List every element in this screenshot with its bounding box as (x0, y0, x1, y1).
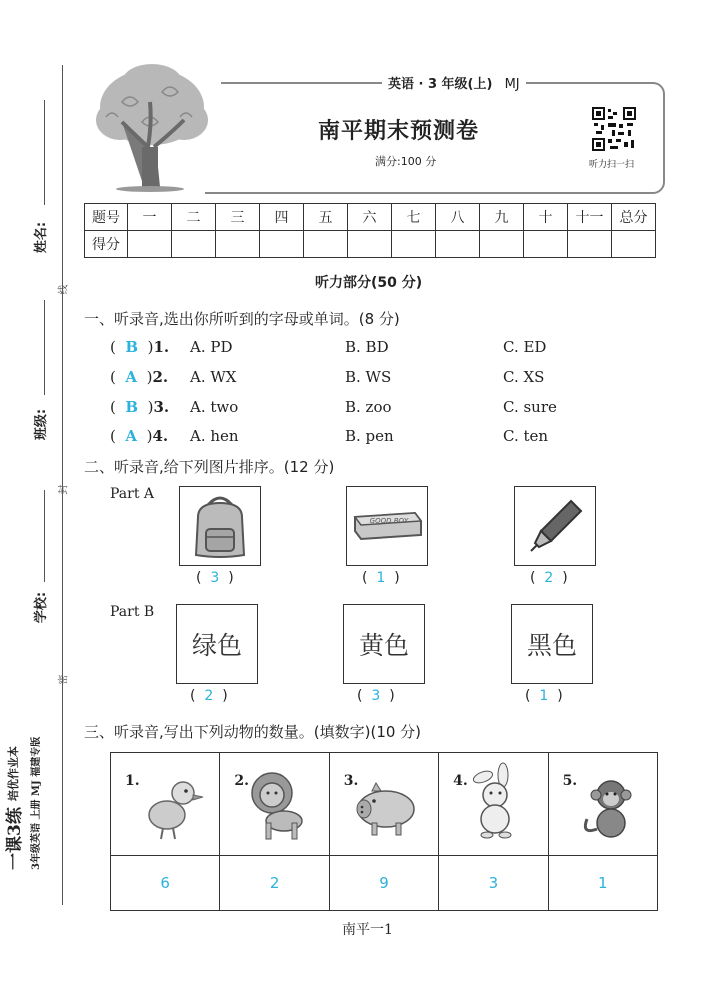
order-answer: 1 (539, 688, 549, 704)
row-label-score: 得分 (85, 231, 128, 258)
animal-cell-monkey (548, 753, 657, 856)
qr-label: 听力扫一扫 (589, 160, 635, 170)
question-row: ( A )4. (110, 427, 169, 445)
animal-answer[interactable]: 3 (439, 856, 548, 911)
word-black: 黑色 (511, 604, 593, 684)
question-row: ( A )2. (110, 368, 169, 386)
option-a: A. PD (190, 338, 233, 356)
score-table (84, 203, 656, 258)
question-row: ( B )3. (110, 398, 170, 416)
order-answer: 1 (376, 570, 386, 586)
animal-answers-row (111, 856, 658, 911)
score-cell[interactable] (524, 231, 568, 258)
answer-1: B (125, 338, 139, 356)
animal-label: 5. (562, 773, 578, 789)
backpack-icon (180, 487, 260, 565)
pen-picture (514, 486, 596, 566)
col-10: 十 (524, 204, 568, 231)
brand-sub: 培优作业本 (6, 746, 20, 802)
col-6: 六 (348, 204, 392, 231)
school-label: 学校: (34, 591, 50, 624)
section1-title: 一、听录音,选出你所听到的字母或单词。(8 分) (84, 310, 400, 328)
score-cell[interactable] (480, 231, 524, 258)
part-a-label: Part A (110, 486, 155, 502)
row-label-question: 题号 (85, 204, 128, 231)
question-number: 1. (153, 338, 170, 356)
word-green: 绿色 (176, 604, 258, 684)
col-5: 五 (304, 204, 348, 231)
animal-label: 1. (125, 773, 140, 789)
animal-cell-lion (220, 753, 329, 856)
lion-icon (224, 753, 324, 853)
answer-2: A (125, 368, 138, 386)
col-total: 总分 (612, 204, 656, 231)
line-char: 线 (58, 284, 70, 295)
name-underline (44, 100, 45, 205)
pen-icon (515, 487, 595, 565)
score-cell[interactable] (392, 231, 436, 258)
score-cell[interactable] (172, 231, 216, 258)
col-4: 四 (260, 204, 304, 231)
qr-code-icon (592, 107, 636, 151)
option-c: C. ED (503, 338, 547, 356)
animal-answer[interactable]: 1 (548, 856, 657, 911)
score-cell[interactable] (568, 231, 612, 258)
monkey-icon (553, 753, 653, 853)
backpack-picture (179, 486, 261, 566)
name-label: 姓名: (34, 221, 50, 254)
col-8: 八 (436, 204, 480, 231)
subject-text: 英语 · 3 年级(上) (388, 77, 493, 92)
part-b-label: Part B (110, 604, 155, 620)
option-b: B. WS (345, 368, 392, 386)
edition-text: MJ (504, 77, 520, 92)
score-table-header-row (85, 204, 656, 231)
brand-block (0, 670, 60, 870)
order-answer: 2 (204, 688, 214, 704)
option-a: A. two (190, 398, 239, 416)
score-cell[interactable] (304, 231, 348, 258)
pencil-box-picture (346, 486, 428, 566)
animal-answer[interactable]: 2 (220, 856, 329, 911)
animal-answer[interactable]: 9 (329, 856, 438, 911)
animal-label: 2. (234, 773, 250, 789)
col-11: 十一 (568, 204, 612, 231)
pencil-box-text: GOOD BOY (369, 517, 409, 525)
order-b2: ( 3 ) (357, 688, 395, 704)
page-footer: 南平一1 (342, 922, 393, 938)
order-answer: 3 (371, 688, 381, 704)
class-underline (44, 300, 45, 395)
tree-illustration (92, 62, 212, 194)
question-row: ( B )1. (110, 338, 170, 356)
order-b1: ( 2 ) (190, 688, 228, 704)
order-a1: ( 3 ) (196, 570, 234, 586)
order-a2: ( 1 ) (362, 570, 400, 586)
option-c: C. sure (503, 398, 557, 416)
order-a3: ( 2 ) (530, 570, 568, 586)
school-underline (44, 490, 45, 582)
score-cell[interactable] (260, 231, 304, 258)
answer-3: B (125, 398, 139, 416)
pig-icon (334, 753, 434, 853)
option-c: C. XS (503, 368, 545, 386)
score-cell[interactable] (436, 231, 480, 258)
order-answer: 2 (544, 570, 554, 586)
header-subject-line (382, 73, 526, 92)
question-number: 3. (153, 398, 170, 416)
page-title: 南平期末预测卷 (318, 118, 480, 144)
pencil-box-icon (347, 487, 427, 565)
question-number: 4. (152, 427, 169, 445)
listening-title: 听力部分(50 分) (315, 275, 423, 291)
animal-cell-duck (111, 753, 220, 856)
order-answer: 3 (210, 570, 220, 586)
animal-label: 4. (453, 773, 468, 789)
header-top-rule (228, 82, 378, 84)
animal-cell-rabbit (439, 753, 548, 856)
option-b: B. BD (345, 338, 389, 356)
animal-cell-pig (329, 753, 438, 856)
section3-title: 三、听录音,写出下列动物的数量。(填数字)(10 分) (84, 723, 422, 741)
option-b: B. pen (345, 427, 394, 445)
rabbit-icon (443, 753, 543, 853)
option-a: A. WX (190, 368, 237, 386)
col-1: 一 (128, 204, 172, 231)
seal-char: 封 (58, 484, 70, 495)
option-b: B. zoo (345, 398, 392, 416)
col-2: 二 (172, 204, 216, 231)
full-score: 满分:100 分 (375, 155, 437, 168)
section2-title: 二、听录音,给下列图片排序。(12 分) (84, 458, 335, 476)
question-number: 2. (152, 368, 169, 386)
brand-detail: 3年级英语 上册 MJ 福建专版 (31, 736, 42, 870)
col-7: 七 (392, 204, 436, 231)
answer-4: A (125, 427, 138, 445)
order-b3: ( 1 ) (525, 688, 563, 704)
brand-main: 一课3练 (5, 807, 25, 870)
option-c: C. ten (503, 427, 549, 445)
score-cell[interactable] (128, 231, 172, 258)
duck-icon (115, 753, 215, 853)
animal-label: 3. (343, 773, 359, 789)
col-3: 三 (216, 204, 260, 231)
score-cell[interactable] (348, 231, 392, 258)
col-9: 九 (480, 204, 524, 231)
animal-table (110, 752, 658, 911)
score-table-score-row (85, 231, 656, 258)
animal-answer[interactable]: 6 (111, 856, 220, 911)
score-cell[interactable] (612, 231, 656, 258)
animal-pictures-row (111, 753, 658, 856)
score-cell[interactable] (216, 231, 260, 258)
word-yellow: 黄色 (343, 604, 425, 684)
option-a: A. hen (190, 427, 239, 445)
class-label: 班级: (34, 408, 50, 441)
secret-char: 密 (58, 674, 70, 685)
